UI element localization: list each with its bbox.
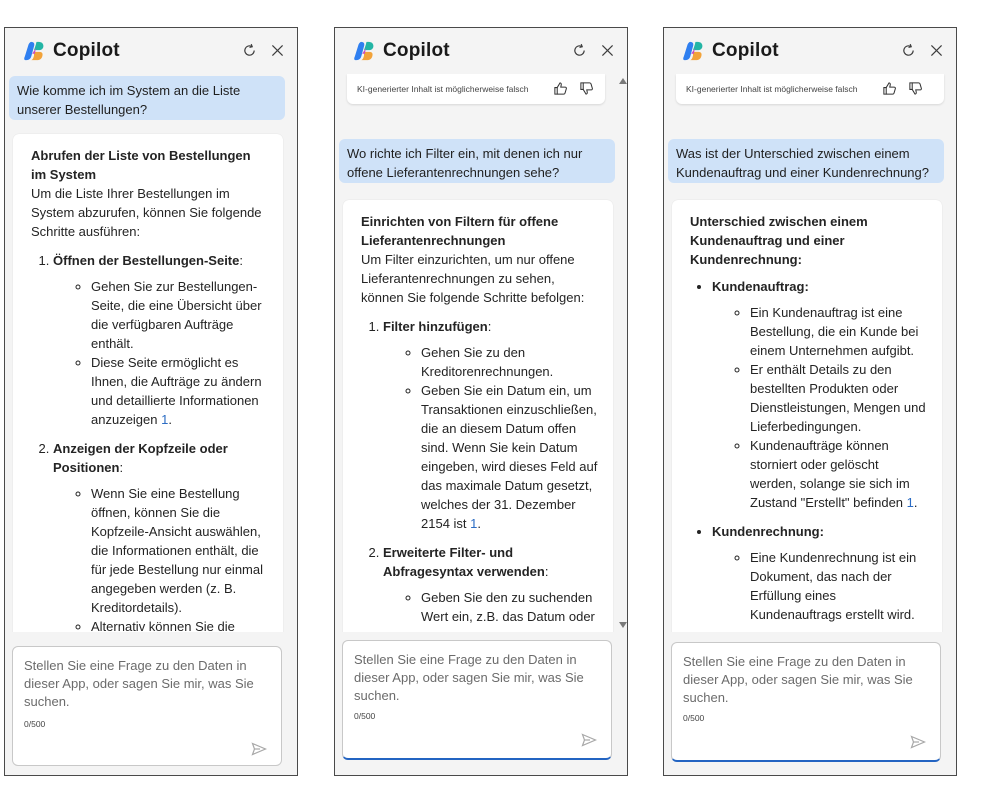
char-counter: 0/500	[24, 719, 46, 729]
refresh-icon[interactable]	[898, 39, 918, 61]
send-icon[interactable]	[910, 735, 926, 749]
thumbs-down-icon[interactable]	[908, 81, 923, 96]
panel-header	[335, 28, 627, 74]
citation-link[interactable]: 1	[470, 516, 478, 531]
user-message: Wie komme ich im System an die Liste unserer Bestellungen?	[9, 76, 285, 120]
steps-list	[361, 317, 599, 626]
response-title: Abrufen der Liste von Bestellungen im System	[31, 148, 251, 182]
list-item	[421, 381, 599, 533]
section-sublist	[712, 548, 928, 624]
list-item	[91, 353, 269, 429]
char-counter: 0/500	[683, 713, 705, 723]
scroll-up-arrow-icon[interactable]	[619, 78, 627, 84]
citation-link[interactable]: 1	[906, 495, 914, 510]
list-item-period: .	[477, 516, 482, 531]
char-counter: 0/500	[354, 711, 376, 721]
list-item-text: Diese Seite ermöglicht es Ihnen, die Aufträge zu ändern und detaillierte Informationen anzuzeigen	[91, 355, 262, 427]
step-sublist	[53, 484, 269, 632]
thumbs-up-icon[interactable]	[553, 81, 568, 96]
close-icon[interactable]	[267, 39, 287, 61]
refresh-icon[interactable]	[239, 39, 259, 61]
list-item: ◦ Wenn Sie eine Bestellung öffnen, können Sie die Kopfzeile-Ansicht auswählen, die Informationen enthält, die für jede Bestellung nur einmal angegeben werden (z. B. Kreditordetails).	[91, 484, 269, 617]
chat-input[interactable]	[354, 651, 599, 709]
app-title: Copilot	[53, 40, 120, 61]
section-sublist	[712, 303, 928, 512]
response-intro: Um Filter einzurichten, um nur offene Lieferantenrechnungen zu sehen, können Sie folgende Schritte befolgen:	[361, 252, 585, 305]
chat-input[interactable]	[24, 657, 269, 715]
list-item	[750, 436, 928, 512]
user-message: Was ist der Unterschied zwischen einem Kundenauftrag und einer Kundenrechnung?	[668, 139, 944, 183]
list-item: ◦ Geben Sie den zu suchenden Wert ein, z.B. das Datum oder	[421, 588, 599, 626]
disclaimer-bar	[676, 74, 944, 104]
step-item	[53, 439, 269, 632]
chat-content[interactable]	[335, 74, 627, 632]
assistant-response-card	[672, 200, 942, 632]
copilot-panel-1	[4, 27, 298, 776]
list-item: ◦ Alternativ können Sie die	[91, 617, 269, 632]
step-item	[383, 317, 599, 533]
chat-input-box[interactable]	[671, 642, 941, 762]
thumbs-up-icon[interactable]	[882, 81, 897, 96]
step-item	[53, 251, 269, 429]
list-item: ◦ Er enthält Details zu den bestellten Produkten oder Dienstleistungen, Mengen und Lieferbedingungen.	[750, 360, 928, 436]
copilot-logo-icon	[682, 40, 704, 62]
sections-list	[690, 277, 928, 624]
thumbs-down-icon[interactable]	[579, 81, 594, 96]
refresh-icon[interactable]	[569, 39, 589, 61]
list-item: ◦ Gehen Sie zu den Kreditorenrechnungen.	[421, 343, 599, 381]
list-item: ◦ Gehen Sie zur Bestellungen-Seite, die eine Übersicht über die verfügbaren Aufträge enthält.	[91, 277, 269, 353]
list-item: ◦ Ein Kundenauftrag ist eine Bestellung, die ein Kunde bei einem Unternehmen aufgibt.	[750, 303, 928, 360]
disclaimer-text: KI-generierter Inhalt ist möglicherweise falsch	[686, 84, 858, 94]
app-title: Copilot	[712, 40, 779, 61]
list-item-text: Geben Sie ein Datum ein, um Transaktionen einzuschließen, die an diesem Datum offen sind. Wenn Sie kein Datum eingeben, wird dieses Feld auf das maximale Datum gesetzt, welches der 31. Dezember 2154 ist	[421, 383, 598, 531]
user-message: Wo richte ich Filter ein, mit denen ich nur offene Lieferantenrechnungen sehe?	[339, 139, 615, 183]
copilot-panel-3	[663, 27, 957, 776]
response-intro: Um die Liste Ihrer Bestellungen im System abzurufen, können Sie folgende Schritte ausführen:	[31, 186, 262, 239]
list-item-period: .	[168, 412, 172, 427]
step-colon: :	[119, 460, 124, 475]
scrollbar[interactable]	[618, 74, 627, 632]
step-heading: Öffnen der Bestellungen-Seite	[53, 253, 240, 268]
step-sublist	[383, 588, 599, 626]
chat-content[interactable]	[664, 74, 956, 632]
copilot-panel-2	[334, 27, 628, 776]
panel-header	[5, 28, 297, 74]
section-item	[712, 522, 928, 624]
list-item-period: .	[913, 495, 918, 510]
step-sublist	[53, 277, 269, 429]
citation-link[interactable]: 1	[161, 412, 169, 427]
section-heading: Kundenrechnung:	[712, 524, 824, 539]
disclaimer-bar	[347, 74, 605, 104]
send-icon[interactable]	[251, 742, 267, 756]
copilot-logo-icon	[23, 40, 45, 62]
step-sublist	[383, 343, 599, 533]
response-title: Einrichten von Filtern für offene Lieferantenrechnungen	[361, 214, 559, 248]
step-item	[383, 543, 599, 626]
assistant-response-card	[13, 134, 283, 632]
app-title: Copilot	[383, 40, 450, 61]
list-item-text: Kundenaufträge können storniert oder gelöscht werden, solange sie sich im Zustand "Erstellt" befinden	[750, 438, 910, 510]
step-colon: :	[544, 564, 549, 579]
chat-content[interactable]	[5, 74, 297, 632]
steps-list	[31, 251, 269, 632]
disclaimer-text: KI-generierter Inhalt ist möglicherweise falsch	[357, 84, 529, 94]
step-heading: Anzeigen der Kopfzeile oder Positionen	[53, 441, 228, 475]
section-item	[712, 277, 928, 512]
copilot-logo-icon	[353, 40, 375, 62]
assistant-response-card	[343, 200, 613, 632]
step-colon: :	[487, 319, 492, 334]
send-icon[interactable]	[581, 733, 597, 747]
chat-input[interactable]	[683, 653, 928, 711]
scroll-down-arrow-icon[interactable]	[619, 622, 627, 628]
close-icon[interactable]	[926, 39, 946, 61]
response-title: Unterschied zwischen einem Kundenauftrag und einer Kundenrechnung:	[690, 214, 868, 267]
step-heading: Filter hinzufügen	[383, 319, 488, 334]
close-icon[interactable]	[597, 39, 617, 61]
section-heading: Kundenauftrag:	[712, 279, 809, 294]
panel-header	[664, 28, 956, 74]
chat-input-box[interactable]	[12, 646, 282, 766]
step-heading: Erweiterte Filter- und Abfragesyntax verwenden	[383, 545, 545, 579]
list-item: ◦ Eine Kundenrechnung ist ein Dokument, das nach der Erfüllung eines Kundenauftrags erstellt wird.	[750, 548, 928, 624]
chat-input-box[interactable]	[342, 640, 612, 760]
step-colon: :	[239, 253, 243, 268]
